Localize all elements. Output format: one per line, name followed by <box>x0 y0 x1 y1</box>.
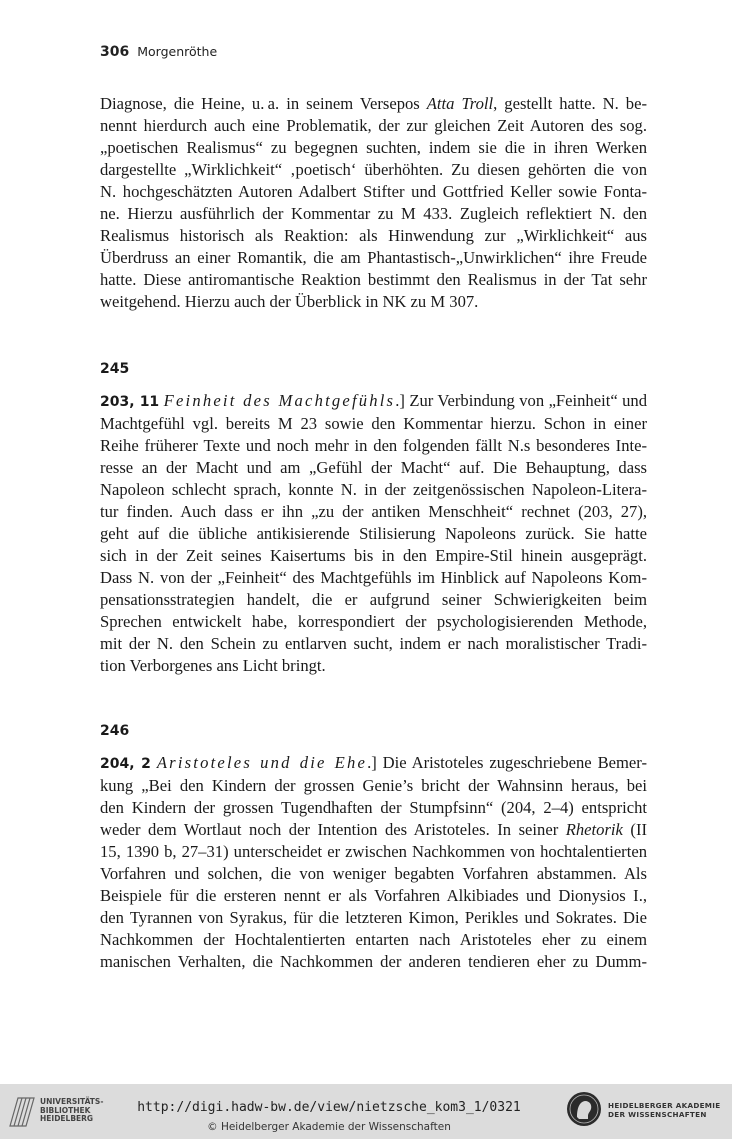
text-line: Machtgefühl vgl. bereits M 23 sowie den Kommentar hierzu. Schon in einer <box>100 414 647 433</box>
text-line: Beispiele für die ersteren nennt er als Vorfahren Alkibiades und Dionysios I., <box>100 886 647 905</box>
text-line: weitgehend. Hierzu auch der Überblick in NK zu M 307. <box>100 292 479 311</box>
lemma: Aristoteles und die Ehe <box>156 753 368 772</box>
copyright-notice: © Heidelberger Akademie der Wissenschaften <box>207 1121 451 1133</box>
text-line: Dass N. von der „Feinheit“ des Machtgefühls im Hinblick auf Napoleons Kom- <box>100 568 647 587</box>
section-number: 245 <box>100 361 130 377</box>
text-line: weder dem Wortlaut noch der Intention des Aristoteles. In seiner Rhetorik (II <box>100 820 647 839</box>
commentary-245 <box>100 390 647 677</box>
text-line: Reihe früherer Texte und noch mehr in den folgenden fällt N.s besonderes Inte- <box>100 436 647 455</box>
text-line: Nachkommen der Hochtalentierten entarten nach Aristoteles eher zu einem <box>100 930 647 949</box>
text-line: sich in der Zeit seines Kaisertums bis in den Empire-Stil hinein ausgeprägt. <box>100 546 647 565</box>
text-line: Überdruss an einer Romantik, die am Phantastisch-„Unwirklichen“ ihre Freude <box>100 248 647 267</box>
text-line: Napoleon schlecht sprach, konnte N. in der zeitgenössischen Napoleon-Litera- <box>100 480 647 499</box>
text-line: Vorfahren und solchen, die von weniger begabten Vorfahren abstammen. Als <box>100 864 647 883</box>
source-url[interactable]: http://digi.hadw-bw.de/view/nietzsche_kom3_1/0321 <box>137 1100 521 1115</box>
text-line: Realismus historisch als Reaktion: als Hinwendung zur „Wirklichkeit“ aus <box>100 226 647 245</box>
text-line: 203, 11 Feinheit des Machtgefühls.] Zur Verbindung von „Feinheit“ und <box>100 391 647 410</box>
text-line: mit der N. den Schein zu entlarven sucht, indem er nach moralistischer Tradi- <box>100 634 647 653</box>
text-line: dargestellte „Wirklichkeit“ ‚poetisch‘ überhöhten. Zu diesen gehörten die von <box>100 160 647 179</box>
text-line: N. hochgeschätzten Autoren Adalbert Stifter und Gottfried Keller sowie Fonta- <box>100 182 647 201</box>
text-line: den Kindern der grossen Tugendhaften der Stumpfsinn“ (204, 2–4) entspricht <box>100 798 647 817</box>
text-line: ne. Hierzu ausführlich der Kommentar zu M 433. Zugleich reflektiert N. den <box>100 204 647 223</box>
text-line: geht auf die übliche antikisierende Stilisierung Napoleons zurück. Sie hatte <box>100 524 647 543</box>
intro-paragraph <box>100 93 647 313</box>
text-line: Sprechen entwickelt habe, korrespondiert der psychologisierenden Methode, <box>100 612 647 631</box>
digitization-footer <box>0 1084 732 1139</box>
text-line: hatte. Diese antiromantische Reaktion bestimmt den Realismus in der Tat sehr <box>100 270 647 289</box>
text-line: manischen Verhalten, die Nachkommen der anderen tendieren eher zu Dumm- <box>100 952 647 971</box>
text-line: 15, 1390 b, 27–31) unterscheidet er zwischen Nachkommen von hochtalentierten <box>100 842 647 861</box>
running-title: Morgenröthe <box>137 44 218 59</box>
text-line: tion Verborgenes ans Licht bringt. <box>100 656 326 675</box>
text-line: den Tyrannen von Syrakus, für die letzteren Kimon, Perikles und Sokrates. Die <box>100 908 647 927</box>
commentary-246 <box>100 752 647 973</box>
work-title: Rhetorik <box>565 820 623 839</box>
running-head <box>100 44 217 60</box>
lemma: Feinheit des Machtgefühls <box>163 391 396 410</box>
text-line: „poetischen Realismus“ zu begegnen suchten, indem sie die in ihren Werken <box>100 138 647 157</box>
work-title: Atta Troll <box>426 94 494 113</box>
text-line: Diagnose, die Heine, u. a. in seinem Versepos Atta Troll, gestellt hatte. N. be- <box>100 94 647 113</box>
text-line: 204, 2 Aristoteles und die Ehe.] Die Aristoteles zugeschriebene Bemer- <box>100 753 647 772</box>
section-number: 246 <box>100 723 130 739</box>
library-name: UNIVERSITÄTS- BIBLIOTHEK HEIDELBERG <box>40 1097 104 1123</box>
text-line: kung „Bei den Kindern der grossen Genie’s bricht der Wahnsinn heraus, bei <box>100 776 647 795</box>
page-number: 306 <box>100 44 130 60</box>
line-reference: 203, 11 <box>100 394 160 410</box>
text-line: nennt hierdurch auch eine Problematik, der zur gleichen Zeit Autoren des sog. <box>100 116 647 135</box>
academy-seal-icon <box>566 1091 602 1127</box>
text-line: resse an der Macht und am „Gefühl der Macht“ auf. Die Behauptung, dass <box>100 458 647 477</box>
text-line: pensationsstrategien handelt, die er aufgrund seiner Schwierigkeiten beim <box>100 590 647 609</box>
line-reference: 204, 2 <box>100 756 151 772</box>
academy-name: HEIDELBERGER AKADEMIE DER WISSENSCHAFTEN <box>608 1101 721 1119</box>
text-line: tur finden. Auch dass er ihn „zu der antiken Menschheit“ rechnet (203, 27), <box>100 502 647 521</box>
